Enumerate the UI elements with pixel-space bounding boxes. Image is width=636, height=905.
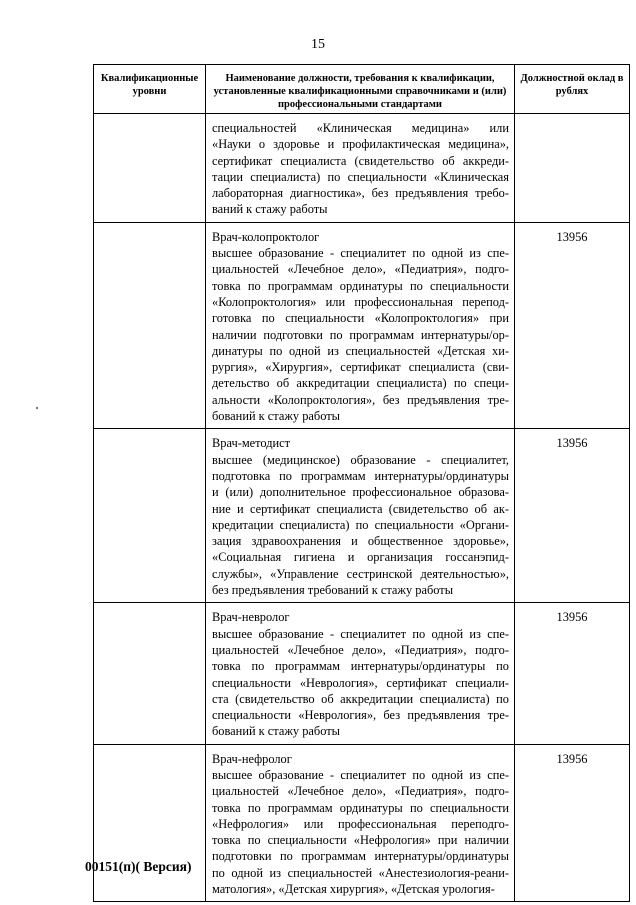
description-line: высшее образование - специалитет по одной из спе- [212,246,509,261]
description-line: матология», «Детская хирургия», «Детская урология- [212,882,495,897]
table-row [94,744,630,902]
description-line: циальностей «Лечебное дело», «Педиатрия», подго- [212,262,509,277]
description-line: специальности «Неврология», сертификат специали- [212,675,509,690]
position-description-cell [206,603,515,744]
description-line: службы», «Управление сестринской деятельностью», [212,566,509,581]
qualification-level-cell [94,114,206,223]
salary-cell: 13956 [515,429,630,603]
table-row [94,222,630,429]
description-line: циальностей «Лечебное дело», «Педиатрия», подго- [212,642,509,657]
description-line: готовка по специальности «Колопроктология» при [212,311,509,326]
description-line: циальностей «Лечебное дело», «Педиатрия», подго- [212,784,509,799]
description-line: «Науки о здоровье и профилактическая медицина», [212,137,509,152]
description-line: подготовка по программам интернатуры/ординатуры [212,468,509,483]
description-line: высшее образование - специалитет по одной из спе- [212,767,509,782]
description-line: бований к стажу работы [212,724,340,739]
description-line: высшее (медицинское) образование - специалитет, [212,452,509,467]
description-line: товка по специальности «Нефрология» при наличии [212,833,509,848]
header-salary: Должностной оклад в рублях [515,65,630,114]
salary-cell: 13956 [515,603,630,744]
description-line: товка по программам ординатуры по специальности [212,278,509,293]
table-header-row [94,65,630,114]
description-line: кредитации специалиста) по специальности «Органи- [212,517,509,532]
description-line: товка по программам ординатуры по специальности [212,800,509,815]
description-line: «Колопроктология» или профессиональная перепод- [212,294,509,309]
qualification-level-cell [94,744,206,902]
description-line: без предъявления требований к стажу работы [212,583,454,598]
description-line: ние и сертификат специалиста (свидетельство об ак- [212,501,509,516]
salary-cell: 13956 [515,222,630,429]
description-line: альности «Колопроктология», без предъявления тре- [212,392,509,407]
description-line: специальностей «Клиническая медицина» или [212,121,509,135]
description-line: специальности «Неврология», без предъявления тре- [212,708,509,723]
description-line: по одной из специальностей «Анестезиология-реани- [212,865,509,880]
description-line: тации специалиста) по специальности «Клиническая [212,169,509,184]
description-line: ваний к стажу работы [212,202,328,217]
description-line: подготовки по программам интернатуры/ординатуры [212,849,509,864]
scan-speck [36,407,38,409]
description-line: и (или) дополнительное профессиональное образова- [212,485,509,500]
description-line: «Нефрология» или профессиональная переподго- [212,816,509,831]
description-line: наличии подготовки по программам интернатуры/ор- [212,327,509,342]
qualification-level-cell [94,603,206,744]
header-qualification-levels: Квалификационные уровни [94,65,206,114]
position-description-cell [206,744,515,902]
table-row [94,603,630,744]
description-line: зация здравоохранения и общественное здоровье», [212,534,509,549]
description-line: бований к стажу работы [212,409,340,424]
description-line: Врач-нефролог [212,751,292,766]
position-description-cell [206,222,515,429]
document-code-footer: 00151(п)( Версия) [85,859,192,874]
description-line: рургия», «Хирургия», сертификат специалиста (сви- [212,360,509,375]
page-number: 15 [311,37,325,52]
description-line: ста (свидетельство об аккредитации специалиста) по [212,691,509,706]
description-line: Врач-колопроктолог [212,229,320,244]
description-line: высшее образование - специалитет по одной из спе- [212,626,509,641]
qualification-level-cell [94,429,206,603]
description-line: сертификат специалиста (свидетельство об аккреди- [212,153,509,168]
description-line: «Социальная гигиена и организация госсанэпид- [212,550,509,565]
table-row [94,114,630,223]
position-description-cell [206,114,515,223]
description-line: Врач-методист [212,436,291,451]
description-line: динатуры по одной из специальностей «Детская хи- [212,343,509,358]
description-line: товка по программам интернатуры/ординатуры по [212,659,509,674]
table-row [94,429,630,603]
description-line: лабораторная диагностика», без предъявления требо- [212,186,509,201]
salary-cell: 13956 [515,744,630,902]
position-description-cell [206,429,515,603]
description-line: Врач-невролог [212,610,290,625]
description-line: детельство об аккредитации специалиста) по специ- [212,376,509,391]
qualification-level-cell [94,222,206,429]
header-position-requirements: Наименование должности, требования к квалификации, установленные квалификационными справочниками и (или) профессиональными стандартами [206,65,515,114]
salary-cell [515,114,630,223]
table-body [94,114,630,902]
qualification-table [93,64,630,902]
